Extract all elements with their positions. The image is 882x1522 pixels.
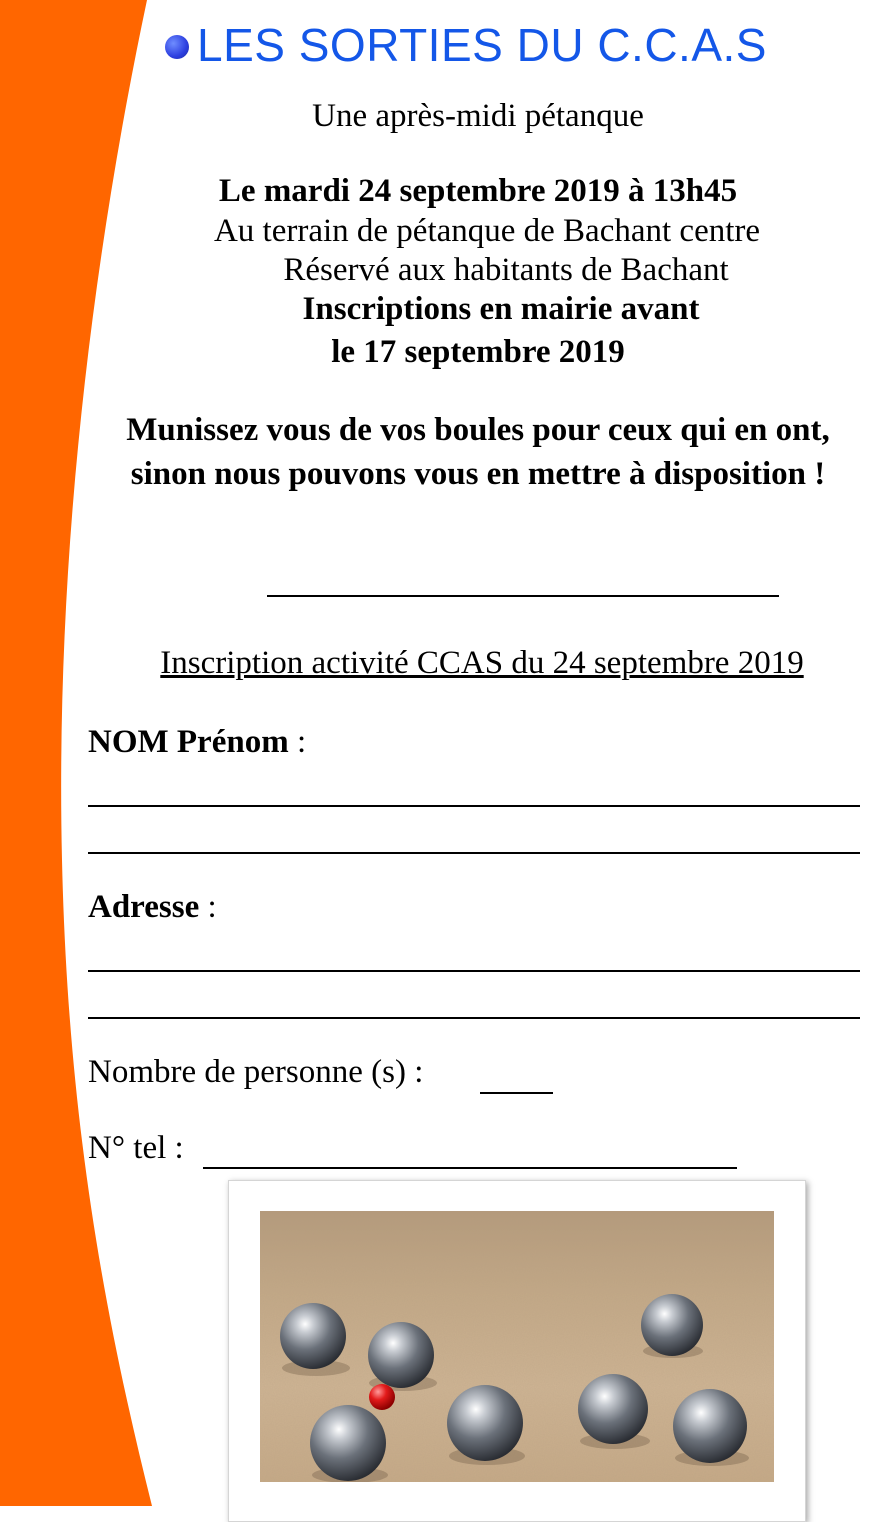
name-line-1[interactable] (88, 805, 860, 807)
event-subtitle: Une après-midi pétanque (312, 98, 644, 134)
ball-4 (447, 1385, 523, 1461)
address-line-2[interactable] (88, 1017, 860, 1019)
form-title: Inscription activité CCAS du 24 septembre 2019 (160, 645, 804, 681)
ball-2 (368, 1322, 434, 1388)
phone-line[interactable] (203, 1167, 737, 1169)
circle-bullet-icon (165, 35, 189, 59)
name-line-2[interactable] (88, 852, 860, 854)
event-date: Le mardi 24 septembre 2019 à 13h45 (218, 173, 738, 209)
equipment-notice: Munissez vous de vos boules pour ceux qui en ont, sinon nous pouvons vous en mettre à disposition ! (126, 412, 830, 492)
photo-frame (228, 1180, 806, 1522)
name-field-label: NOM Prénom : (88, 724, 307, 760)
phone-label: N° tel : (88, 1130, 184, 1166)
event-reserved: Réservé aux habitants de Bachant (283, 252, 729, 288)
petanque-balls-photo (260, 1211, 774, 1482)
jack-ball (369, 1384, 395, 1410)
ball-3 (641, 1294, 703, 1356)
page-title (165, 18, 785, 72)
registration-line-2: le 17 septembre 2019 (331, 334, 625, 370)
people-count-label: Nombre de personne (s) : (88, 1054, 424, 1090)
ball-5 (578, 1374, 648, 1444)
address-field-label: Adresse : (88, 889, 217, 925)
event-place: Au terrain de pétanque de Bachant centre (213, 213, 761, 249)
separator-line (267, 595, 779, 597)
page-title-text: LES SORTIES DU C.C.A.S (197, 19, 767, 71)
ball-1 (280, 1303, 346, 1369)
petanque-balls-illustration (260, 1211, 774, 1482)
registration-line-1: Inscriptions en mairie avant (302, 291, 700, 327)
ball-6 (673, 1389, 747, 1463)
people-count-line[interactable] (480, 1092, 553, 1094)
ball-7 (310, 1405, 386, 1481)
address-line-1[interactable] (88, 970, 860, 972)
